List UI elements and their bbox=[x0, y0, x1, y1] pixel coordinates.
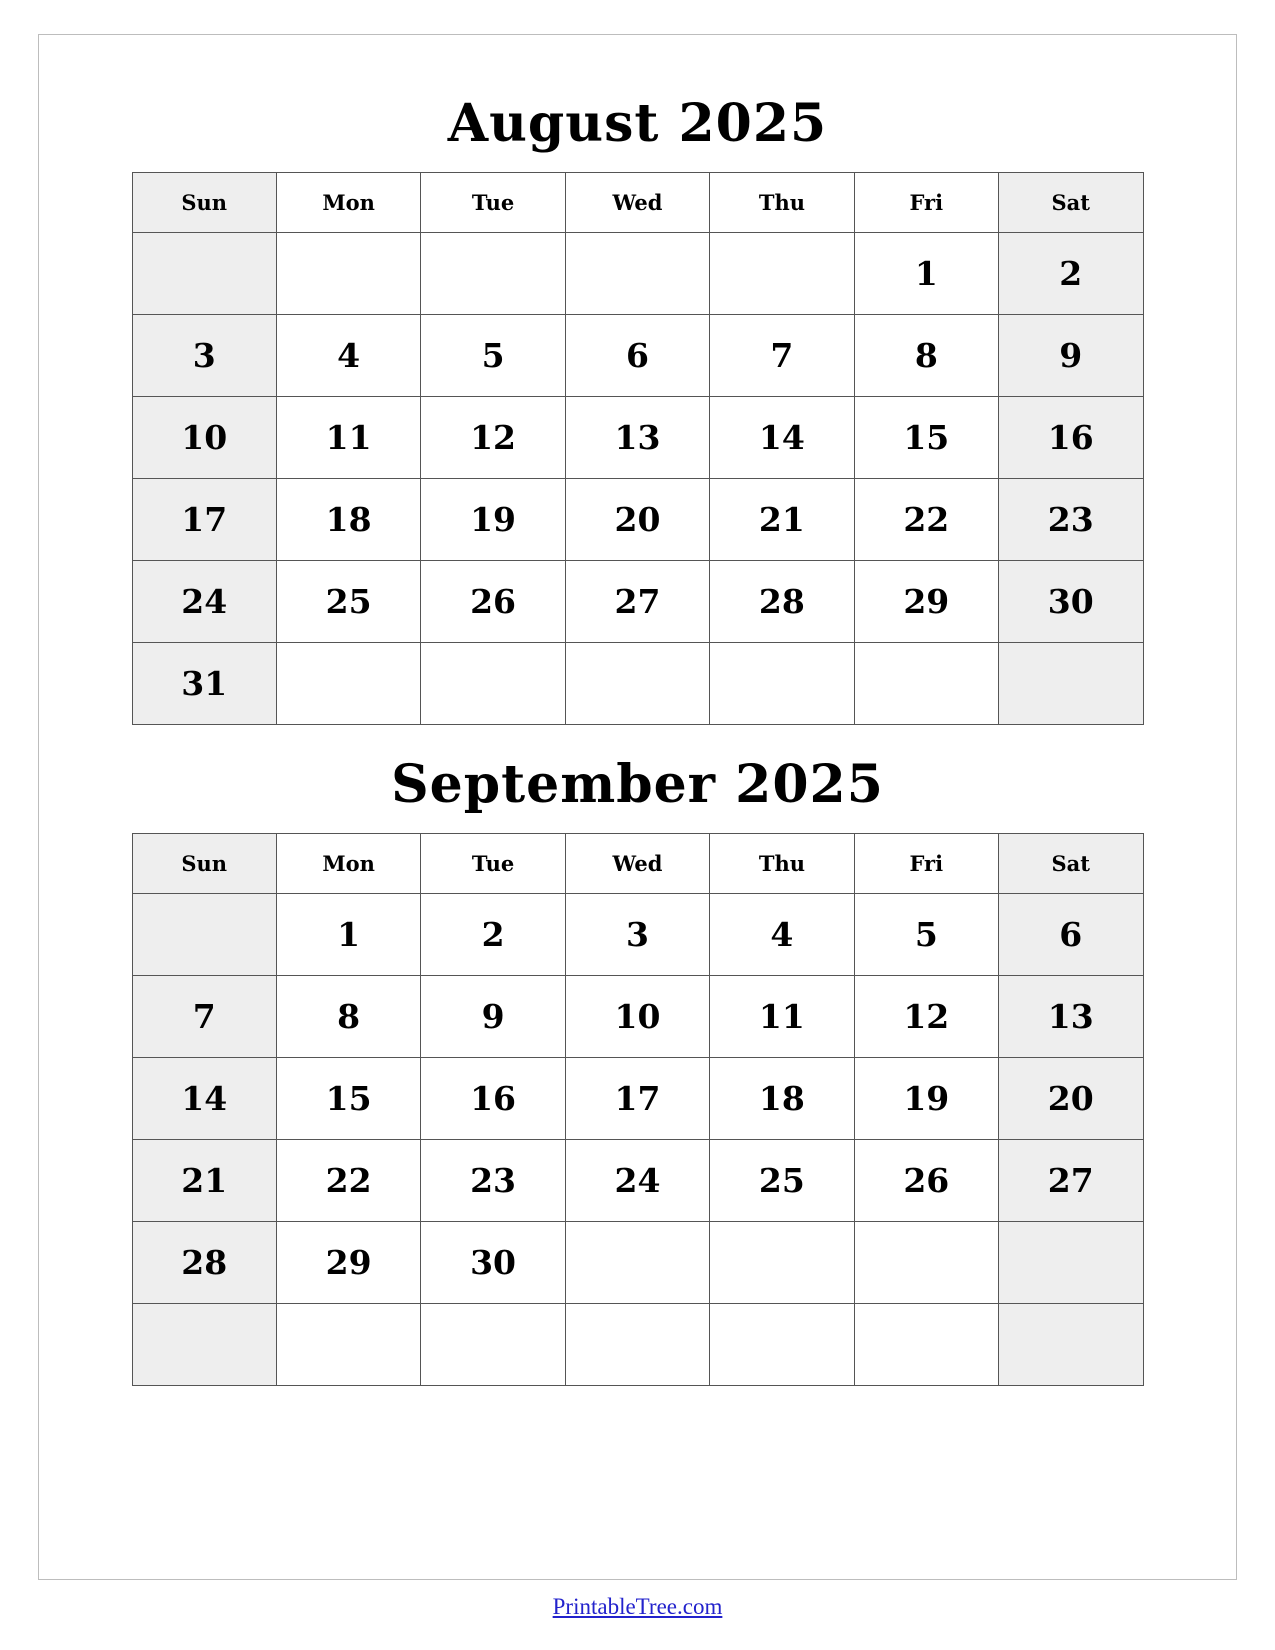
day-cell[interactable]: 9 bbox=[421, 976, 565, 1058]
day-cell[interactable]: 7 bbox=[132, 976, 276, 1058]
calendar-week-row bbox=[132, 397, 1143, 479]
day-cell[interactable]: 4 bbox=[710, 894, 854, 976]
weekday-header-tue: Tue bbox=[421, 173, 565, 233]
day-cell[interactable]: 8 bbox=[854, 315, 998, 397]
day-cell[interactable] bbox=[276, 643, 420, 725]
day-cell[interactable] bbox=[276, 233, 420, 315]
day-cell[interactable]: 23 bbox=[421, 1140, 565, 1222]
calendar-week-row bbox=[132, 233, 1143, 315]
day-cell[interactable]: 24 bbox=[132, 561, 276, 643]
weekday-header-wed: Wed bbox=[565, 173, 709, 233]
day-cell[interactable] bbox=[565, 1222, 709, 1304]
day-cell[interactable]: 12 bbox=[854, 976, 998, 1058]
day-cell[interactable]: 15 bbox=[854, 397, 998, 479]
calendar-week-row bbox=[132, 1058, 1143, 1140]
weekday-header-sun: Sun bbox=[132, 834, 276, 894]
calendar-week-row bbox=[132, 1304, 1143, 1386]
day-cell[interactable]: 26 bbox=[854, 1140, 998, 1222]
day-cell[interactable] bbox=[565, 233, 709, 315]
day-cell[interactable]: 21 bbox=[132, 1140, 276, 1222]
day-cell[interactable]: 18 bbox=[276, 479, 420, 561]
day-cell[interactable]: 27 bbox=[565, 561, 709, 643]
day-cell[interactable]: 16 bbox=[421, 1058, 565, 1140]
day-cell[interactable]: 1 bbox=[854, 233, 998, 315]
day-cell[interactable] bbox=[565, 1304, 709, 1386]
day-cell[interactable]: 1 bbox=[276, 894, 420, 976]
day-cell[interactable]: 17 bbox=[132, 479, 276, 561]
day-cell[interactable]: 30 bbox=[999, 561, 1143, 643]
calendar-week-row bbox=[132, 976, 1143, 1058]
weekday-header-tue: Tue bbox=[421, 834, 565, 894]
weekday-header-wed: Wed bbox=[565, 834, 709, 894]
day-cell[interactable]: 12 bbox=[421, 397, 565, 479]
calendar-table-september bbox=[132, 833, 1144, 1386]
calendar-table-august bbox=[132, 172, 1144, 725]
day-cell[interactable]: 24 bbox=[565, 1140, 709, 1222]
day-cell[interactable]: 8 bbox=[276, 976, 420, 1058]
calendar-week-row bbox=[132, 315, 1143, 397]
day-cell[interactable]: 10 bbox=[565, 976, 709, 1058]
day-cell[interactable]: 2 bbox=[999, 233, 1143, 315]
day-cell[interactable]: 29 bbox=[276, 1222, 420, 1304]
weekday-header-row bbox=[132, 834, 1143, 894]
day-cell[interactable]: 29 bbox=[854, 561, 998, 643]
day-cell[interactable]: 18 bbox=[710, 1058, 854, 1140]
day-cell[interactable]: 3 bbox=[565, 894, 709, 976]
day-cell[interactable] bbox=[710, 1304, 854, 1386]
weekday-header-thu: Thu bbox=[710, 834, 854, 894]
day-cell[interactable]: 11 bbox=[276, 397, 420, 479]
weekday-header-mon: Mon bbox=[276, 834, 420, 894]
day-cell[interactable]: 20 bbox=[999, 1058, 1143, 1140]
day-cell[interactable]: 16 bbox=[999, 397, 1143, 479]
day-cell[interactable] bbox=[854, 1222, 998, 1304]
day-cell[interactable] bbox=[999, 643, 1143, 725]
weekday-header-row bbox=[132, 173, 1143, 233]
day-cell[interactable] bbox=[421, 643, 565, 725]
day-cell[interactable]: 17 bbox=[565, 1058, 709, 1140]
calendar-week-row bbox=[132, 479, 1143, 561]
day-cell[interactable]: 13 bbox=[999, 976, 1143, 1058]
weekday-header-sun: Sun bbox=[132, 173, 276, 233]
footer bbox=[38, 1594, 1237, 1620]
day-cell[interactable]: 26 bbox=[421, 561, 565, 643]
day-cell[interactable]: 15 bbox=[276, 1058, 420, 1140]
day-cell[interactable]: 10 bbox=[132, 397, 276, 479]
day-cell[interactable] bbox=[999, 1222, 1143, 1304]
day-cell[interactable]: 21 bbox=[710, 479, 854, 561]
day-cell[interactable]: 19 bbox=[854, 1058, 998, 1140]
day-cell[interactable]: 2 bbox=[421, 894, 565, 976]
day-cell[interactable] bbox=[132, 233, 276, 315]
weekday-header-fri: Fri bbox=[854, 834, 998, 894]
day-cell[interactable] bbox=[710, 233, 854, 315]
day-cell[interactable] bbox=[999, 1304, 1143, 1386]
weekday-header-mon: Mon bbox=[276, 173, 420, 233]
calendar-week-row bbox=[132, 894, 1143, 976]
weekday-header-thu: Thu bbox=[710, 173, 854, 233]
month-title-august: August 2025 bbox=[447, 93, 828, 154]
calendar-page bbox=[38, 34, 1237, 1619]
day-cell[interactable]: 19 bbox=[421, 479, 565, 561]
calendar-week-row bbox=[132, 643, 1143, 725]
day-cell[interactable] bbox=[421, 233, 565, 315]
day-cell[interactable] bbox=[132, 894, 276, 976]
day-cell[interactable]: 25 bbox=[276, 561, 420, 643]
day-cell[interactable] bbox=[710, 1222, 854, 1304]
month-title-september: September 2025 bbox=[391, 754, 884, 815]
day-cell[interactable]: 9 bbox=[999, 315, 1143, 397]
day-cell[interactable]: 7 bbox=[710, 315, 854, 397]
day-cell[interactable]: 14 bbox=[710, 397, 854, 479]
day-cell[interactable]: 3 bbox=[132, 315, 276, 397]
printabletree-link[interactable]: PrintableTree.com bbox=[552, 1594, 723, 1619]
day-cell[interactable]: 5 bbox=[854, 894, 998, 976]
day-cell[interactable] bbox=[421, 1304, 565, 1386]
weekday-header-fri: Fri bbox=[854, 173, 998, 233]
day-cell[interactable] bbox=[710, 643, 854, 725]
day-cell[interactable]: 28 bbox=[710, 561, 854, 643]
calendar-week-row bbox=[132, 561, 1143, 643]
day-cell[interactable] bbox=[565, 643, 709, 725]
calendar-week-row bbox=[132, 1222, 1143, 1304]
day-cell[interactable]: 20 bbox=[565, 479, 709, 561]
day-cell[interactable]: 23 bbox=[999, 479, 1143, 561]
day-cell[interactable]: 5 bbox=[421, 315, 565, 397]
day-cell[interactable]: 25 bbox=[710, 1140, 854, 1222]
day-cell[interactable]: 4 bbox=[276, 315, 420, 397]
day-cell[interactable]: 30 bbox=[421, 1222, 565, 1304]
day-cell[interactable] bbox=[854, 1304, 998, 1386]
day-cell[interactable]: 22 bbox=[854, 479, 998, 561]
day-cell[interactable] bbox=[132, 1304, 276, 1386]
day-cell[interactable]: 28 bbox=[132, 1222, 276, 1304]
day-cell[interactable]: 31 bbox=[132, 643, 276, 725]
month-block-september bbox=[132, 754, 1144, 1386]
day-cell[interactable]: 13 bbox=[565, 397, 709, 479]
day-cell[interactable] bbox=[276, 1304, 420, 1386]
calendar-week-row bbox=[132, 1140, 1143, 1222]
weekday-header-sat: Sat bbox=[999, 173, 1143, 233]
day-cell[interactable]: 14 bbox=[132, 1058, 276, 1140]
day-cell[interactable]: 6 bbox=[999, 894, 1143, 976]
day-cell[interactable]: 11 bbox=[710, 976, 854, 1058]
day-cell[interactable] bbox=[854, 643, 998, 725]
day-cell[interactable]: 6 bbox=[565, 315, 709, 397]
day-cell[interactable]: 22 bbox=[276, 1140, 420, 1222]
day-cell[interactable]: 27 bbox=[999, 1140, 1143, 1222]
weekday-header-sat: Sat bbox=[999, 834, 1143, 894]
month-block-august bbox=[132, 93, 1144, 725]
